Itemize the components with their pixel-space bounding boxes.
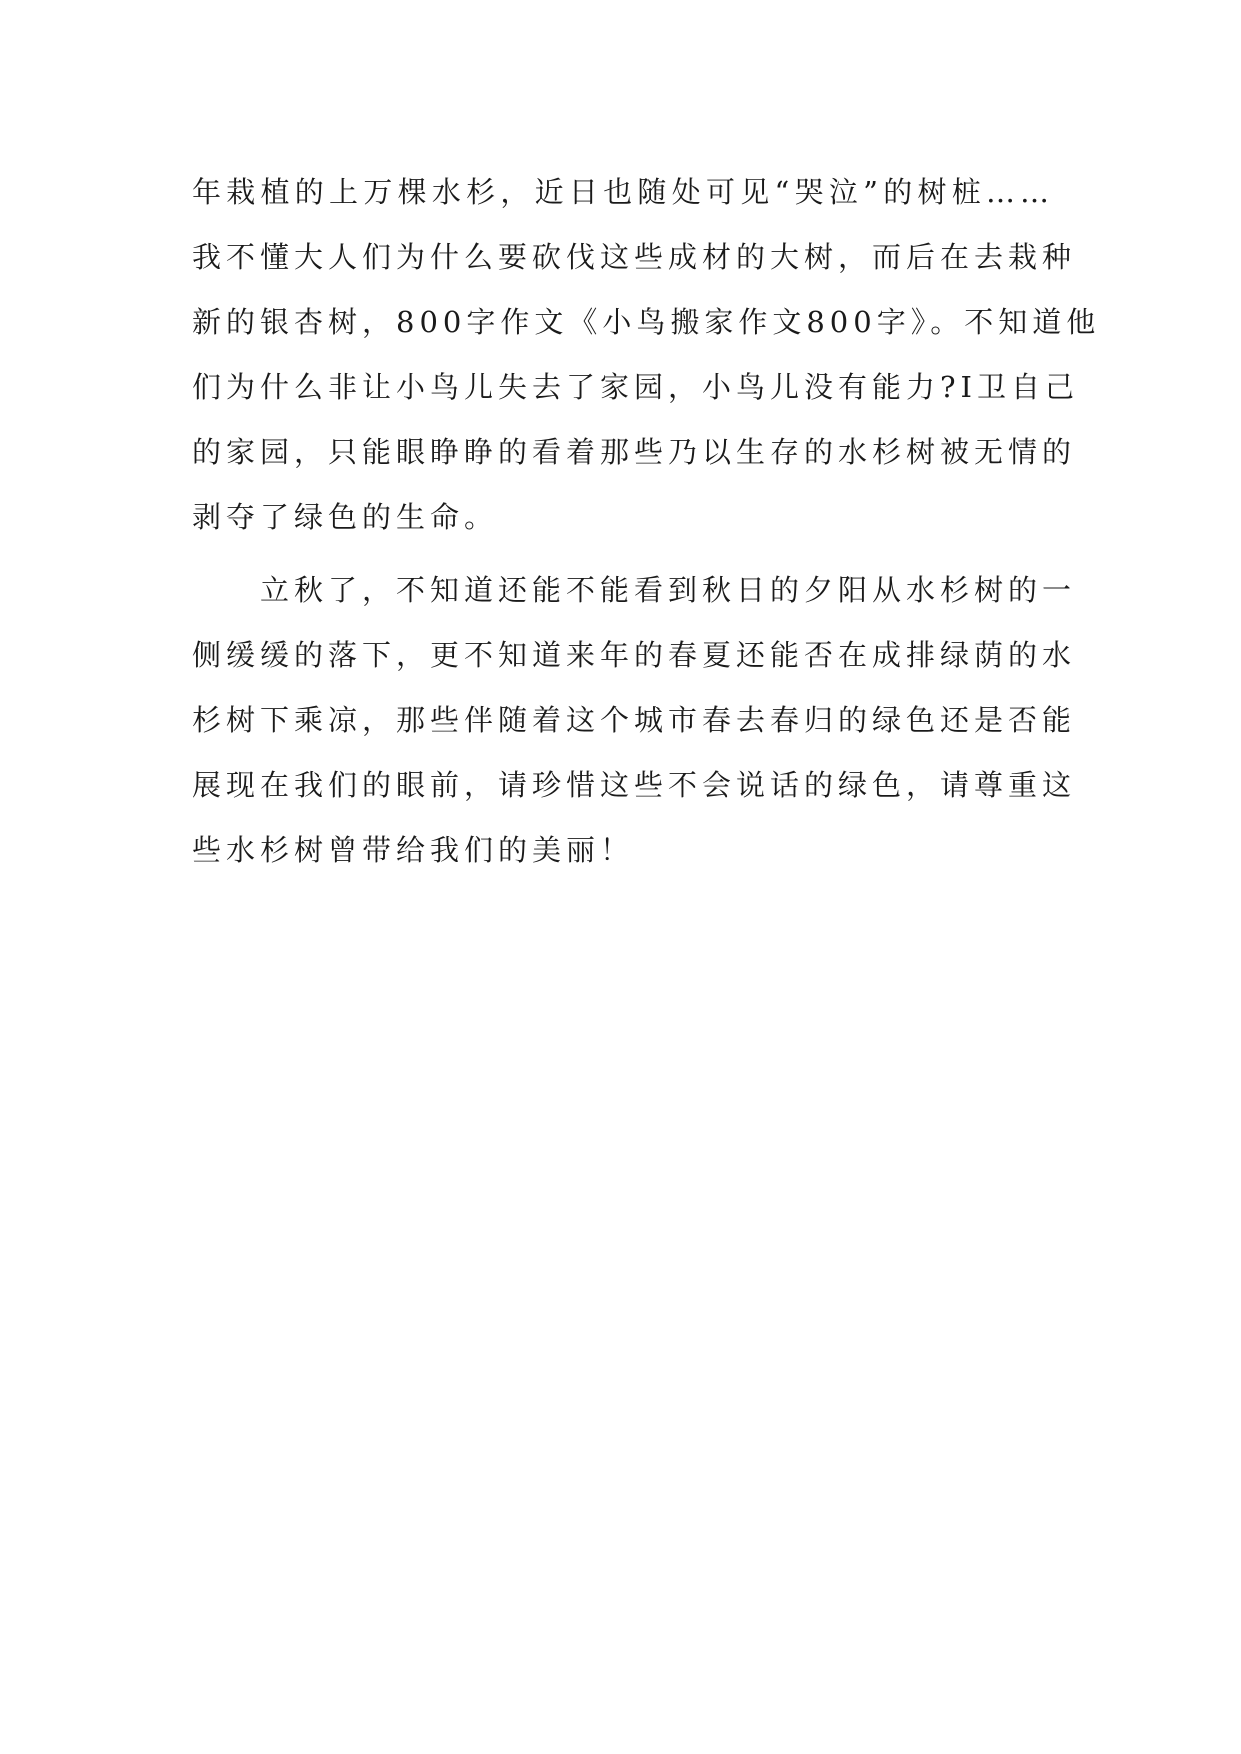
- text-line: 杉树下乘凉，那些伴随着这个城市春去春归的绿色还是否能: [192, 703, 1077, 737]
- text-line: 侧缓缓的落下，更不知道来年的春夏还能否在成排绿荫的水: [192, 638, 1077, 672]
- text-line: 们为什么非让小鸟儿失去了家园，小鸟儿没有能力?I卫自己: [192, 370, 1080, 404]
- text-line: 新的银杏树，800字作文《小鸟搬家作文800字》。不知道他: [192, 305, 1101, 339]
- paragraph-gap: [192, 550, 1054, 558]
- text-line: 我不懂大人们为什么要砍伐这些成材的大树，而后在去栽种: [192, 240, 1077, 274]
- text-line: 剥夺了绿色的生命。: [192, 500, 499, 534]
- text-line: 年栽植的上万棵水杉，近日也随处可见“哭泣”的树桩……: [192, 175, 1054, 209]
- text-line: 的家园，只能眼睁睁的看着那些乃以生存的水杉树被无情的: [192, 435, 1077, 469]
- text-line: 展现在我们的眼前，请珍惜这些不会说话的绿色，请尊重这: [192, 768, 1077, 802]
- paragraph-2: [192, 558, 1077, 883]
- document-body: [192, 160, 1101, 883]
- paragraph-1: [192, 160, 1101, 550]
- text-line: 立秋了，不知道还能不能看到秋日的夕阳从水杉树的一: [192, 573, 1077, 607]
- text-line: 些水杉树曾带给我们的美丽！: [192, 833, 635, 867]
